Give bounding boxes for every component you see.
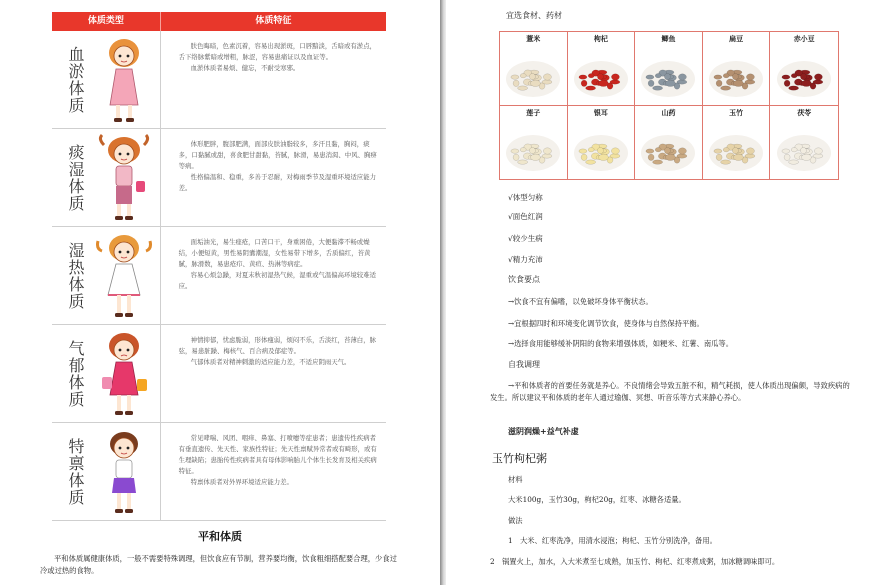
self-text: →平和体质者的首要任务就是养心。不良情绪会导致五脏不和，精气耗损，使人体质出现偏颇，导致疾病的发生。所以建议平和体质的老年人通过瑜伽、冥想、听音乐等方式来静心养心。 bbox=[490, 381, 850, 402]
food-photo-icon bbox=[706, 119, 766, 177]
check-item: √面色红润 bbox=[508, 212, 543, 221]
left-page bbox=[0, 0, 440, 585]
self-heading: 自我调理 bbox=[508, 360, 540, 369]
feature-text: 性格偏温和、稳重，多善于忍耐，对梅雨季节及湿重环境适应能力差。 bbox=[178, 173, 376, 192]
check-item: √体型匀称 bbox=[508, 193, 543, 202]
feature-text: 特禀体质者对外界环境适应能力差。 bbox=[190, 478, 293, 486]
check-item: √精力充沛 bbox=[508, 255, 543, 264]
diet-point: →饮食不宜有偏嗜，以免破坏身体平衡状态。 bbox=[508, 297, 653, 306]
feature-text: 常见哮喘、风团、咽痒、鼻塞、打喷嚏等症患者；患遗传性疾病者有垂直遗传、先天性、家族性特征；先天性禀赋异常者或有畸形，或有生理缺陷；患胎传性疾病者具有母体影响胎儿个体生长发育及相关疾病特征。 bbox=[178, 434, 377, 475]
food-name: 山药 bbox=[661, 108, 676, 117]
cartoon-girl-icon bbox=[94, 427, 154, 517]
food-name: 鲫鱼 bbox=[661, 35, 676, 43]
step-text: 2 锅置火上，加水，入大米煮至七成熟，加玉竹、枸杞、红枣煮成粥，加冰糖调味即可。 bbox=[490, 557, 780, 566]
food-item bbox=[568, 32, 636, 106]
cartoon-girl-icon bbox=[94, 329, 154, 419]
feature-text: 面垢油光，易生痤疮，口苦口干，身重困倦，大便黏滞不畅或燥结，小便短黄，男性易阴囊潮湿，女性易带下增多，舌质偏红，苔黄腻，脉滑数，易患疮疖、黄疸、热淋等病症。 bbox=[178, 238, 371, 268]
header-features: 体质特征 bbox=[160, 12, 386, 31]
method-heading: 做法 bbox=[508, 516, 523, 525]
type-name: 血淤体质 bbox=[66, 45, 85, 114]
food-name: 赤小豆 bbox=[793, 35, 815, 43]
check-item: √较少生病 bbox=[508, 234, 543, 243]
food-photo-icon bbox=[571, 119, 631, 177]
food-grid bbox=[499, 31, 839, 180]
recipe-title: 玉竹枸杞粥 bbox=[492, 452, 547, 465]
type-cell bbox=[52, 129, 161, 226]
features-cell bbox=[161, 423, 386, 520]
food-item bbox=[568, 106, 636, 180]
step-text: 1 大米、红枣洗净，用清水浸泡；枸杞、玉竹分别洗净，备用。 bbox=[508, 536, 717, 545]
food-item bbox=[770, 32, 838, 106]
food-photo-icon bbox=[774, 45, 834, 103]
type-name: 痰湿体质 bbox=[66, 143, 85, 212]
materials-heading: 材料 bbox=[508, 475, 523, 484]
food-item bbox=[703, 32, 771, 106]
food-name: 茯苓 bbox=[797, 108, 812, 117]
foods-label: 宜选食材、药材 bbox=[506, 11, 562, 20]
cartoon-girl-icon bbox=[94, 231, 154, 321]
features-cell bbox=[161, 31, 386, 128]
food-item bbox=[770, 106, 838, 180]
food-photo-icon bbox=[706, 45, 766, 103]
food-name: 莲子 bbox=[526, 108, 541, 117]
nourish-heading: 滋阴润燥+益气补虚 bbox=[508, 427, 579, 436]
features-cell bbox=[161, 227, 386, 324]
food-item bbox=[500, 106, 568, 180]
table-row bbox=[52, 129, 386, 227]
food-photo-icon bbox=[774, 119, 834, 177]
intro-paragraph: 平和体质属健康体质，一般不需要特殊调理，但饮食应有节制，营养要均衡，饮食粗细搭配要合理，少食过冷或过热的食物。 bbox=[40, 554, 397, 575]
food-photo-icon bbox=[503, 45, 563, 103]
type-name: 气郁体质 bbox=[66, 339, 85, 408]
type-name: 特禀体质 bbox=[66, 437, 85, 506]
table-row bbox=[52, 227, 386, 325]
diet-point: →选择食用能够缓补阴阳的食物来增强体质，如粳米、红薯、南瓜等。 bbox=[508, 339, 734, 348]
diet-point: →宜根据四时和环境变化调节饮食，使身体与自然保持平衡。 bbox=[508, 319, 704, 328]
food-item bbox=[635, 106, 703, 180]
table-row bbox=[52, 325, 386, 423]
food-photo-icon bbox=[638, 119, 698, 177]
type-cell bbox=[52, 227, 161, 324]
table-row bbox=[52, 423, 386, 521]
type-name: 湿热体质 bbox=[66, 241, 85, 310]
table-header bbox=[52, 12, 386, 31]
cartoon-girl-icon bbox=[94, 133, 154, 223]
diet-heading: 饮食要点 bbox=[508, 275, 540, 284]
constitution-table bbox=[52, 12, 386, 521]
feature-text: 体形肥胖，腹部肥满，面部皮肤油脂较多，多汗且黏，胸闷，痰多，口黏腻或甜，喜食肥甘甜黏，苔腻，脉滑，易患消渴、中风、胸痹等病。 bbox=[178, 140, 377, 170]
food-name: 薏米 bbox=[526, 35, 541, 43]
feature-text: 血淤体质者易烦、健忘，不耐受寒邪。 bbox=[190, 64, 300, 72]
right-page bbox=[446, 0, 888, 585]
food-name: 扁豆 bbox=[729, 35, 744, 43]
feature-text: 气郁体质者对精神刺激的适应能力差，不适应阴雨天气。 bbox=[190, 358, 351, 366]
type-cell bbox=[52, 423, 161, 520]
food-photo-icon bbox=[571, 45, 631, 103]
food-item bbox=[500, 32, 568, 106]
materials-text: 大米100g，玉竹30g，枸杞20g，红枣、冰糖各适量。 bbox=[508, 495, 686, 504]
food-photo-icon bbox=[503, 119, 563, 177]
feature-text: 容易心烦急躁，对夏末秋初湿热气候，湿重或气温偏高环境较难适应。 bbox=[178, 271, 376, 290]
cartoon-girl-icon bbox=[94, 35, 154, 125]
table-row bbox=[52, 31, 386, 129]
features-cell bbox=[161, 129, 386, 226]
food-name: 枸杞 bbox=[593, 35, 608, 43]
food-name: 银耳 bbox=[593, 108, 608, 117]
type-cell bbox=[52, 325, 161, 422]
type-cell bbox=[52, 31, 161, 128]
food-photo-icon bbox=[638, 45, 698, 103]
features-cell bbox=[161, 325, 386, 422]
section-title: 平和体质 bbox=[198, 530, 242, 543]
feature-text: 神情抑郁，忧虑脆弱，形体瘦弱，烦闷不乐，舌淡红，苔薄白，脉弦，易患脏躁、梅核气、百合病及郁症等。 bbox=[178, 336, 376, 355]
feature-text: 肤色晦暗，色素沉着，容易出现淤斑，口唇黯淡，舌暗或有淤点，舌下络脉紫暗或增粗，脉涩，容易患痛证以及血证等。 bbox=[178, 42, 376, 61]
food-name: 玉竹 bbox=[729, 108, 744, 117]
food-item bbox=[703, 106, 771, 180]
header-type: 体质类型 bbox=[52, 12, 160, 31]
food-item bbox=[635, 32, 703, 106]
